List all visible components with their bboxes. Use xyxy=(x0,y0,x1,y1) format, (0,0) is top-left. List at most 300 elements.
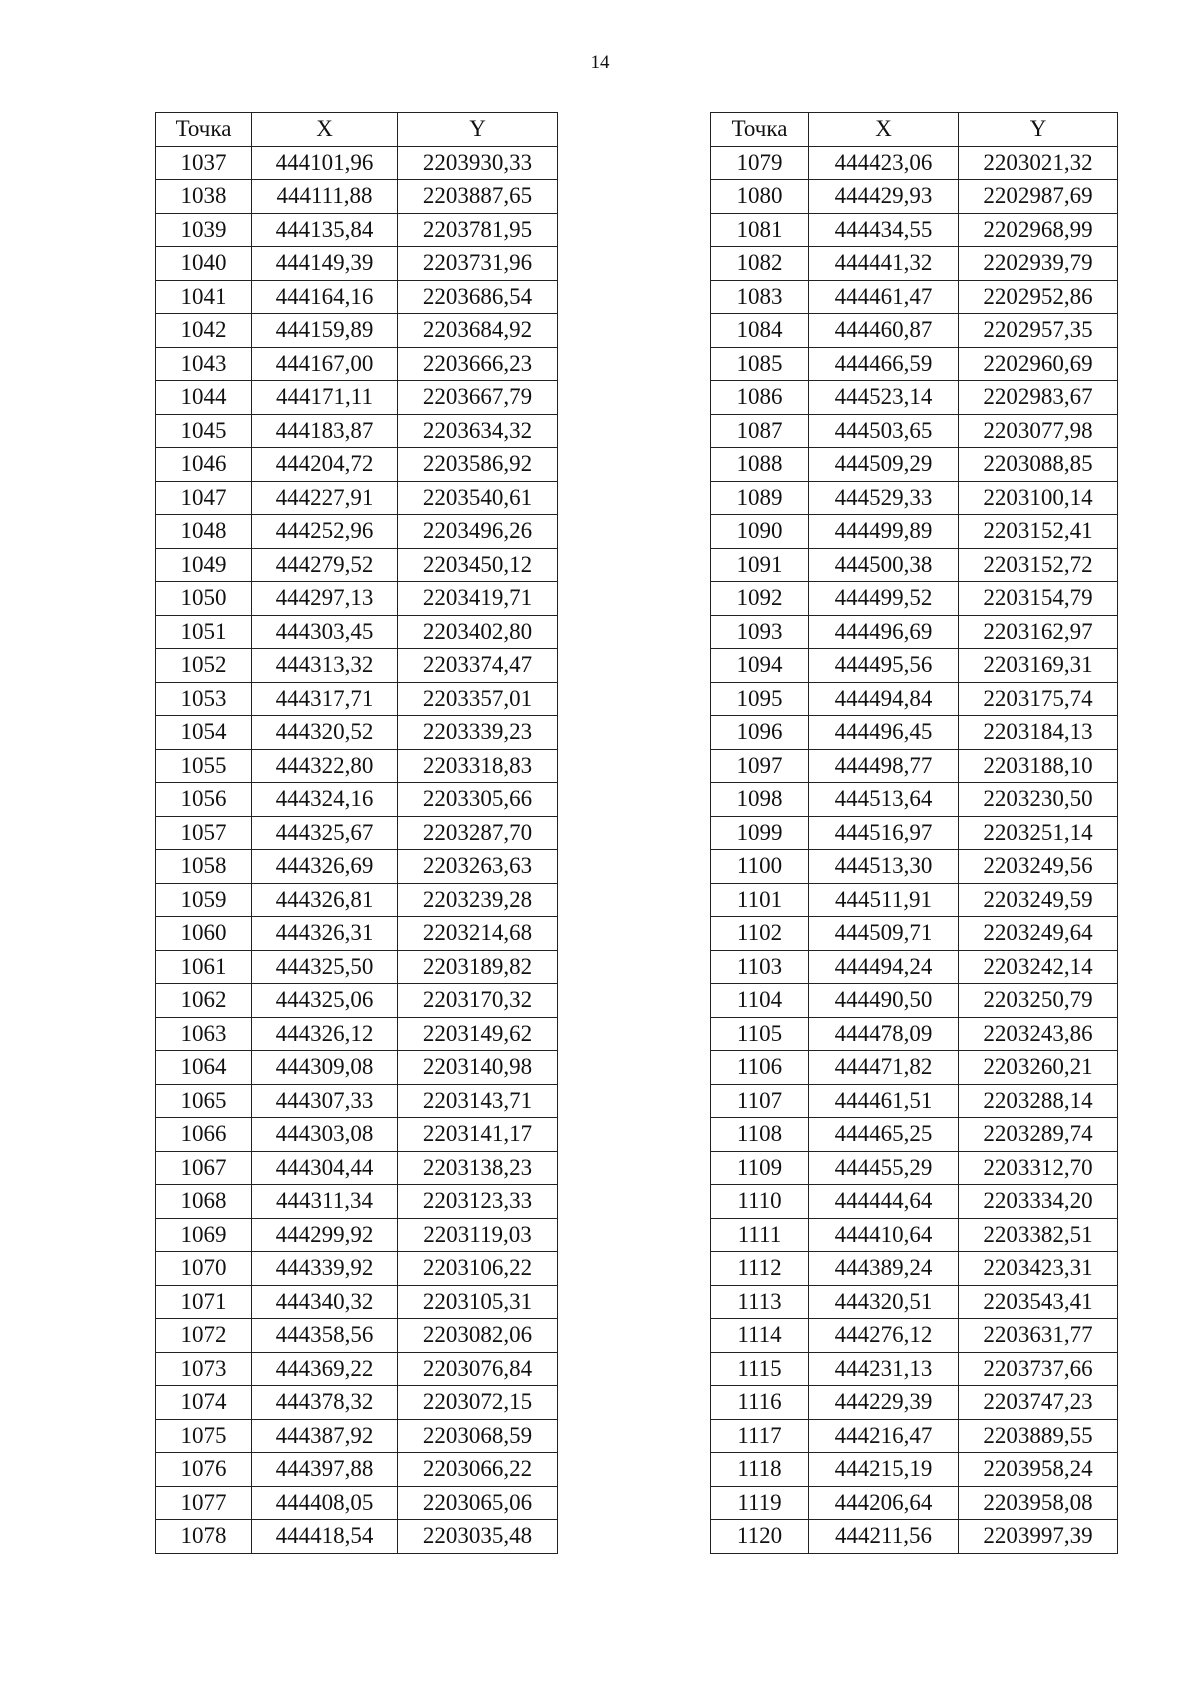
page-number: 14 xyxy=(590,52,610,73)
cell-y: 2203105,31 xyxy=(398,1285,558,1319)
cell-point: 1078 xyxy=(156,1520,252,1554)
cell-point: 1045 xyxy=(156,414,252,448)
header-y: Y xyxy=(959,113,1118,147)
cell-x: 444231,13 xyxy=(809,1352,959,1386)
cell-y: 2203249,64 xyxy=(959,917,1118,951)
table-row xyxy=(711,347,1118,381)
cell-point: 1081 xyxy=(711,213,809,247)
cell-y: 2203077,98 xyxy=(959,414,1118,448)
cell-point: 1048 xyxy=(156,515,252,549)
cell-y: 2203138,23 xyxy=(398,1151,558,1185)
cell-point: 1072 xyxy=(156,1319,252,1353)
cell-y: 2203106,22 xyxy=(398,1252,558,1286)
cell-point: 1079 xyxy=(711,146,809,180)
cell-point: 1060 xyxy=(156,917,252,951)
cell-point: 1120 xyxy=(711,1520,809,1554)
cell-y: 2203214,68 xyxy=(398,917,558,951)
cell-y: 2203123,33 xyxy=(398,1185,558,1219)
cell-x: 444303,08 xyxy=(252,1118,398,1152)
cell-x: 444496,69 xyxy=(809,615,959,649)
cell-y: 2203634,32 xyxy=(398,414,558,448)
cell-point: 1041 xyxy=(156,280,252,314)
cell-point: 1071 xyxy=(156,1285,252,1319)
cell-point: 1067 xyxy=(156,1151,252,1185)
header-point: Точка xyxy=(711,113,809,147)
table-row xyxy=(711,1252,1118,1286)
cell-y: 2203889,55 xyxy=(959,1419,1118,1453)
cell-point: 1119 xyxy=(711,1486,809,1520)
table-row xyxy=(711,314,1118,348)
cell-point: 1115 xyxy=(711,1352,809,1386)
cell-point: 1082 xyxy=(711,247,809,281)
coordinates-table-right xyxy=(710,112,1118,1554)
cell-point: 1109 xyxy=(711,1151,809,1185)
cell-x: 444461,47 xyxy=(809,280,959,314)
table-row xyxy=(711,1017,1118,1051)
cell-y: 2203357,01 xyxy=(398,682,558,716)
cell-y: 2203251,14 xyxy=(959,816,1118,850)
cell-y: 2203149,62 xyxy=(398,1017,558,1051)
cell-x: 444340,32 xyxy=(252,1285,398,1319)
cell-y: 2203154,79 xyxy=(959,582,1118,616)
table-row xyxy=(711,649,1118,683)
cell-x: 444418,54 xyxy=(252,1520,398,1554)
cell-x: 444171,11 xyxy=(252,381,398,415)
cell-x: 444513,64 xyxy=(809,783,959,817)
table-row xyxy=(711,716,1118,750)
header-y: Y xyxy=(398,113,558,147)
table-row xyxy=(156,1319,558,1353)
table-row xyxy=(711,816,1118,850)
cell-x: 444387,92 xyxy=(252,1419,398,1453)
cell-y: 2203382,51 xyxy=(959,1218,1118,1252)
cell-y: 2203419,71 xyxy=(398,582,558,616)
cell-x: 444494,84 xyxy=(809,682,959,716)
cell-x: 444339,92 xyxy=(252,1252,398,1286)
cell-y: 2203288,14 xyxy=(959,1084,1118,1118)
cell-x: 444465,25 xyxy=(809,1118,959,1152)
cell-y: 2203082,06 xyxy=(398,1319,558,1353)
table-row xyxy=(711,850,1118,884)
cell-y: 2202968,99 xyxy=(959,213,1118,247)
cell-y: 2203162,97 xyxy=(959,615,1118,649)
cell-point: 1097 xyxy=(711,749,809,783)
cell-x: 444303,45 xyxy=(252,615,398,649)
table-row xyxy=(156,716,558,750)
cell-y: 2202957,35 xyxy=(959,314,1118,348)
cell-x: 444206,64 xyxy=(809,1486,959,1520)
table-row xyxy=(711,381,1118,415)
cell-point: 1098 xyxy=(711,783,809,817)
cell-x: 444423,06 xyxy=(809,146,959,180)
cell-x: 444326,69 xyxy=(252,850,398,884)
cell-x: 444216,47 xyxy=(809,1419,959,1453)
cell-x: 444299,92 xyxy=(252,1218,398,1252)
table-row xyxy=(711,1118,1118,1152)
cell-y: 2203958,24 xyxy=(959,1453,1118,1487)
cell-x: 444252,96 xyxy=(252,515,398,549)
table-row xyxy=(711,213,1118,247)
table-row xyxy=(711,180,1118,214)
cell-point: 1076 xyxy=(156,1453,252,1487)
cell-x: 444149,39 xyxy=(252,247,398,281)
cell-x: 444397,88 xyxy=(252,1453,398,1487)
cell-x: 444324,16 xyxy=(252,783,398,817)
cell-point: 1061 xyxy=(156,950,252,984)
cell-point: 1074 xyxy=(156,1386,252,1420)
cell-point: 1042 xyxy=(156,314,252,348)
table-row xyxy=(711,883,1118,917)
cell-y: 2203068,59 xyxy=(398,1419,558,1453)
cell-x: 444378,32 xyxy=(252,1386,398,1420)
cell-point: 1065 xyxy=(156,1084,252,1118)
cell-point: 1073 xyxy=(156,1352,252,1386)
cell-y: 2203289,74 xyxy=(959,1118,1118,1152)
cell-x: 444495,56 xyxy=(809,649,959,683)
cell-y: 2203586,92 xyxy=(398,448,558,482)
cell-x: 444499,52 xyxy=(809,582,959,616)
table-row xyxy=(711,1084,1118,1118)
cell-y: 2203540,61 xyxy=(398,481,558,515)
cell-x: 444276,12 xyxy=(809,1319,959,1353)
cell-y: 2203731,96 xyxy=(398,247,558,281)
cell-y: 2203076,84 xyxy=(398,1352,558,1386)
cell-x: 444325,67 xyxy=(252,816,398,850)
cell-point: 1110 xyxy=(711,1185,809,1219)
table-row xyxy=(711,950,1118,984)
cell-x: 444496,45 xyxy=(809,716,959,750)
cell-y: 2203140,98 xyxy=(398,1051,558,1085)
cell-point: 1052 xyxy=(156,649,252,683)
cell-point: 1105 xyxy=(711,1017,809,1051)
cell-point: 1107 xyxy=(711,1084,809,1118)
cell-x: 444503,65 xyxy=(809,414,959,448)
table-row xyxy=(711,917,1118,951)
table-row xyxy=(156,1118,558,1152)
cell-point: 1101 xyxy=(711,883,809,917)
cell-point: 1104 xyxy=(711,984,809,1018)
cell-y: 2203141,17 xyxy=(398,1118,558,1152)
cell-x: 444509,29 xyxy=(809,448,959,482)
cell-x: 444320,51 xyxy=(809,1285,959,1319)
cell-point: 1080 xyxy=(711,180,809,214)
cell-y: 2203188,10 xyxy=(959,749,1118,783)
cell-point: 1096 xyxy=(711,716,809,750)
cell-x: 444307,33 xyxy=(252,1084,398,1118)
table-row xyxy=(156,1084,558,1118)
cell-y: 2203072,15 xyxy=(398,1386,558,1420)
table-row xyxy=(156,816,558,850)
table-row xyxy=(711,615,1118,649)
cell-point: 1068 xyxy=(156,1185,252,1219)
cell-x: 444509,71 xyxy=(809,917,959,951)
cell-x: 444494,24 xyxy=(809,950,959,984)
cell-x: 444320,52 xyxy=(252,716,398,750)
table-header-row xyxy=(156,113,558,147)
cell-y: 2203958,08 xyxy=(959,1486,1118,1520)
cell-point: 1037 xyxy=(156,146,252,180)
table-row xyxy=(156,682,558,716)
cell-y: 2203496,26 xyxy=(398,515,558,549)
table-row xyxy=(156,1151,558,1185)
table-row xyxy=(156,414,558,448)
table-row xyxy=(156,280,558,314)
cell-x: 444326,12 xyxy=(252,1017,398,1051)
cell-x: 444434,55 xyxy=(809,213,959,247)
cell-x: 444311,34 xyxy=(252,1185,398,1219)
table-row xyxy=(156,783,558,817)
cell-y: 2203152,41 xyxy=(959,515,1118,549)
cell-y: 2203887,65 xyxy=(398,180,558,214)
table-row xyxy=(156,950,558,984)
table-row xyxy=(711,1051,1118,1085)
cell-x: 444444,64 xyxy=(809,1185,959,1219)
cell-y: 2203250,79 xyxy=(959,984,1118,1018)
cell-x: 444358,56 xyxy=(252,1319,398,1353)
table-row xyxy=(711,414,1118,448)
cell-x: 444309,08 xyxy=(252,1051,398,1085)
table-row xyxy=(156,213,558,247)
cell-x: 444455,29 xyxy=(809,1151,959,1185)
cell-point: 1049 xyxy=(156,548,252,582)
cell-y: 2202987,69 xyxy=(959,180,1118,214)
cell-y: 2203930,33 xyxy=(398,146,558,180)
table-row xyxy=(711,1285,1118,1319)
cell-y: 2202939,79 xyxy=(959,247,1118,281)
cell-y: 2203747,23 xyxy=(959,1386,1118,1420)
cell-point: 1113 xyxy=(711,1285,809,1319)
cell-y: 2203249,56 xyxy=(959,850,1118,884)
cell-x: 444325,50 xyxy=(252,950,398,984)
table-row xyxy=(156,1486,558,1520)
cell-x: 444490,50 xyxy=(809,984,959,1018)
cell-y: 2202952,86 xyxy=(959,280,1118,314)
cell-x: 444159,89 xyxy=(252,314,398,348)
cell-y: 2203684,92 xyxy=(398,314,558,348)
table-row xyxy=(711,1218,1118,1252)
cell-point: 1054 xyxy=(156,716,252,750)
cell-x: 444429,93 xyxy=(809,180,959,214)
cell-y: 2203287,70 xyxy=(398,816,558,850)
cell-point: 1047 xyxy=(156,481,252,515)
cell-x: 444326,31 xyxy=(252,917,398,951)
table-row xyxy=(711,481,1118,515)
cell-y: 2203997,39 xyxy=(959,1520,1118,1554)
table-row xyxy=(711,280,1118,314)
cell-x: 444215,19 xyxy=(809,1453,959,1487)
cell-point: 1092 xyxy=(711,582,809,616)
cell-x: 444461,51 xyxy=(809,1084,959,1118)
cell-x: 444325,06 xyxy=(252,984,398,1018)
cell-x: 444167,00 xyxy=(252,347,398,381)
cell-x: 444297,13 xyxy=(252,582,398,616)
cell-point: 1075 xyxy=(156,1419,252,1453)
cell-y: 2203312,70 xyxy=(959,1151,1118,1185)
table-row xyxy=(156,548,558,582)
cell-y: 2203243,86 xyxy=(959,1017,1118,1051)
table-row xyxy=(711,515,1118,549)
table-row xyxy=(156,247,558,281)
cell-point: 1095 xyxy=(711,682,809,716)
cell-x: 444313,32 xyxy=(252,649,398,683)
cell-x: 444279,52 xyxy=(252,548,398,582)
cell-x: 444441,32 xyxy=(809,247,959,281)
cell-point: 1118 xyxy=(711,1453,809,1487)
table-row xyxy=(156,1352,558,1386)
cell-x: 444326,81 xyxy=(252,883,398,917)
table-row xyxy=(156,481,558,515)
table-row xyxy=(156,615,558,649)
cell-x: 444135,84 xyxy=(252,213,398,247)
cell-y: 2203318,83 xyxy=(398,749,558,783)
cell-y: 2203686,54 xyxy=(398,280,558,314)
cell-x: 444229,39 xyxy=(809,1386,959,1420)
table-row xyxy=(156,448,558,482)
cell-y: 2203450,12 xyxy=(398,548,558,582)
cell-x: 444369,22 xyxy=(252,1352,398,1386)
cell-y: 2203737,66 xyxy=(959,1352,1118,1386)
cell-point: 1044 xyxy=(156,381,252,415)
cell-x: 444227,91 xyxy=(252,481,398,515)
cell-y: 2203543,41 xyxy=(959,1285,1118,1319)
table-row xyxy=(711,448,1118,482)
cell-y: 2203035,48 xyxy=(398,1520,558,1554)
cell-x: 444111,88 xyxy=(252,180,398,214)
header-point: Точка xyxy=(156,113,252,147)
cell-point: 1043 xyxy=(156,347,252,381)
cell-y: 2203065,06 xyxy=(398,1486,558,1520)
table-row xyxy=(156,1252,558,1286)
cell-x: 444478,09 xyxy=(809,1017,959,1051)
cell-y: 2203339,23 xyxy=(398,716,558,750)
table-header-row xyxy=(711,113,1118,147)
cell-point: 1089 xyxy=(711,481,809,515)
cell-point: 1114 xyxy=(711,1319,809,1353)
cell-point: 1063 xyxy=(156,1017,252,1051)
cell-point: 1116 xyxy=(711,1386,809,1420)
table-row xyxy=(711,1151,1118,1185)
cell-point: 1084 xyxy=(711,314,809,348)
cell-y: 2203781,95 xyxy=(398,213,558,247)
cell-point: 1090 xyxy=(711,515,809,549)
cell-y: 2203230,50 xyxy=(959,783,1118,817)
table-row xyxy=(156,1218,558,1252)
table-row xyxy=(711,548,1118,582)
cell-y: 2203631,77 xyxy=(959,1319,1118,1353)
table-row xyxy=(711,1486,1118,1520)
cell-point: 1066 xyxy=(156,1118,252,1152)
cell-y: 2203260,21 xyxy=(959,1051,1118,1085)
cell-point: 1111 xyxy=(711,1218,809,1252)
cell-y: 2203143,71 xyxy=(398,1084,558,1118)
table-row xyxy=(156,1017,558,1051)
table-row xyxy=(156,984,558,1018)
table-row xyxy=(156,180,558,214)
cell-point: 1108 xyxy=(711,1118,809,1152)
cell-point: 1077 xyxy=(156,1486,252,1520)
table-row xyxy=(711,682,1118,716)
cell-point: 1100 xyxy=(711,850,809,884)
cell-x: 444164,16 xyxy=(252,280,398,314)
cell-y: 2203152,72 xyxy=(959,548,1118,582)
cell-x: 444466,59 xyxy=(809,347,959,381)
cell-x: 444511,91 xyxy=(809,883,959,917)
table-row xyxy=(711,146,1118,180)
header-x: X xyxy=(252,113,398,147)
cell-y: 2203374,47 xyxy=(398,649,558,683)
table-row xyxy=(156,883,558,917)
cell-y: 2203239,28 xyxy=(398,883,558,917)
cell-x: 444204,72 xyxy=(252,448,398,482)
table-row xyxy=(156,314,558,348)
table-row xyxy=(711,1419,1118,1453)
cell-point: 1050 xyxy=(156,582,252,616)
table-row xyxy=(156,649,558,683)
table-row xyxy=(711,582,1118,616)
cell-y: 2203263,63 xyxy=(398,850,558,884)
cell-point: 1058 xyxy=(156,850,252,884)
cell-y: 2203666,23 xyxy=(398,347,558,381)
cell-point: 1039 xyxy=(156,213,252,247)
cell-point: 1064 xyxy=(156,1051,252,1085)
cell-y: 2203667,79 xyxy=(398,381,558,415)
table-row xyxy=(156,1051,558,1085)
cell-point: 1093 xyxy=(711,615,809,649)
cell-y: 2203021,32 xyxy=(959,146,1118,180)
table-row xyxy=(156,1285,558,1319)
cell-point: 1087 xyxy=(711,414,809,448)
cell-point: 1056 xyxy=(156,783,252,817)
cell-x: 444304,44 xyxy=(252,1151,398,1185)
cell-point: 1086 xyxy=(711,381,809,415)
cell-y: 2203184,13 xyxy=(959,716,1118,750)
cell-x: 444471,82 xyxy=(809,1051,959,1085)
table-row xyxy=(711,984,1118,1018)
cell-point: 1102 xyxy=(711,917,809,951)
cell-point: 1112 xyxy=(711,1252,809,1286)
cell-point: 1117 xyxy=(711,1419,809,1453)
cell-point: 1051 xyxy=(156,615,252,649)
cell-y: 2203402,80 xyxy=(398,615,558,649)
table-row xyxy=(711,247,1118,281)
cell-x: 444389,24 xyxy=(809,1252,959,1286)
cell-y: 2203088,85 xyxy=(959,448,1118,482)
cell-point: 1038 xyxy=(156,180,252,214)
cell-x: 444183,87 xyxy=(252,414,398,448)
cell-point: 1046 xyxy=(156,448,252,482)
cell-point: 1070 xyxy=(156,1252,252,1286)
table-row xyxy=(156,917,558,951)
cell-y: 2203170,32 xyxy=(398,984,558,1018)
table-row xyxy=(156,515,558,549)
cell-point: 1103 xyxy=(711,950,809,984)
cell-point: 1059 xyxy=(156,883,252,917)
table-row xyxy=(156,582,558,616)
table-row xyxy=(711,783,1118,817)
cell-x: 444317,71 xyxy=(252,682,398,716)
cell-point: 1057 xyxy=(156,816,252,850)
cell-x: 444498,77 xyxy=(809,749,959,783)
cell-y: 2202960,69 xyxy=(959,347,1118,381)
cell-x: 444523,14 xyxy=(809,381,959,415)
cell-point: 1106 xyxy=(711,1051,809,1085)
cell-x: 444211,56 xyxy=(809,1520,959,1554)
cell-x: 444408,05 xyxy=(252,1486,398,1520)
cell-y: 2203169,31 xyxy=(959,649,1118,683)
cell-x: 444500,38 xyxy=(809,548,959,582)
table-row xyxy=(711,1185,1118,1219)
cell-x: 444499,89 xyxy=(809,515,959,549)
